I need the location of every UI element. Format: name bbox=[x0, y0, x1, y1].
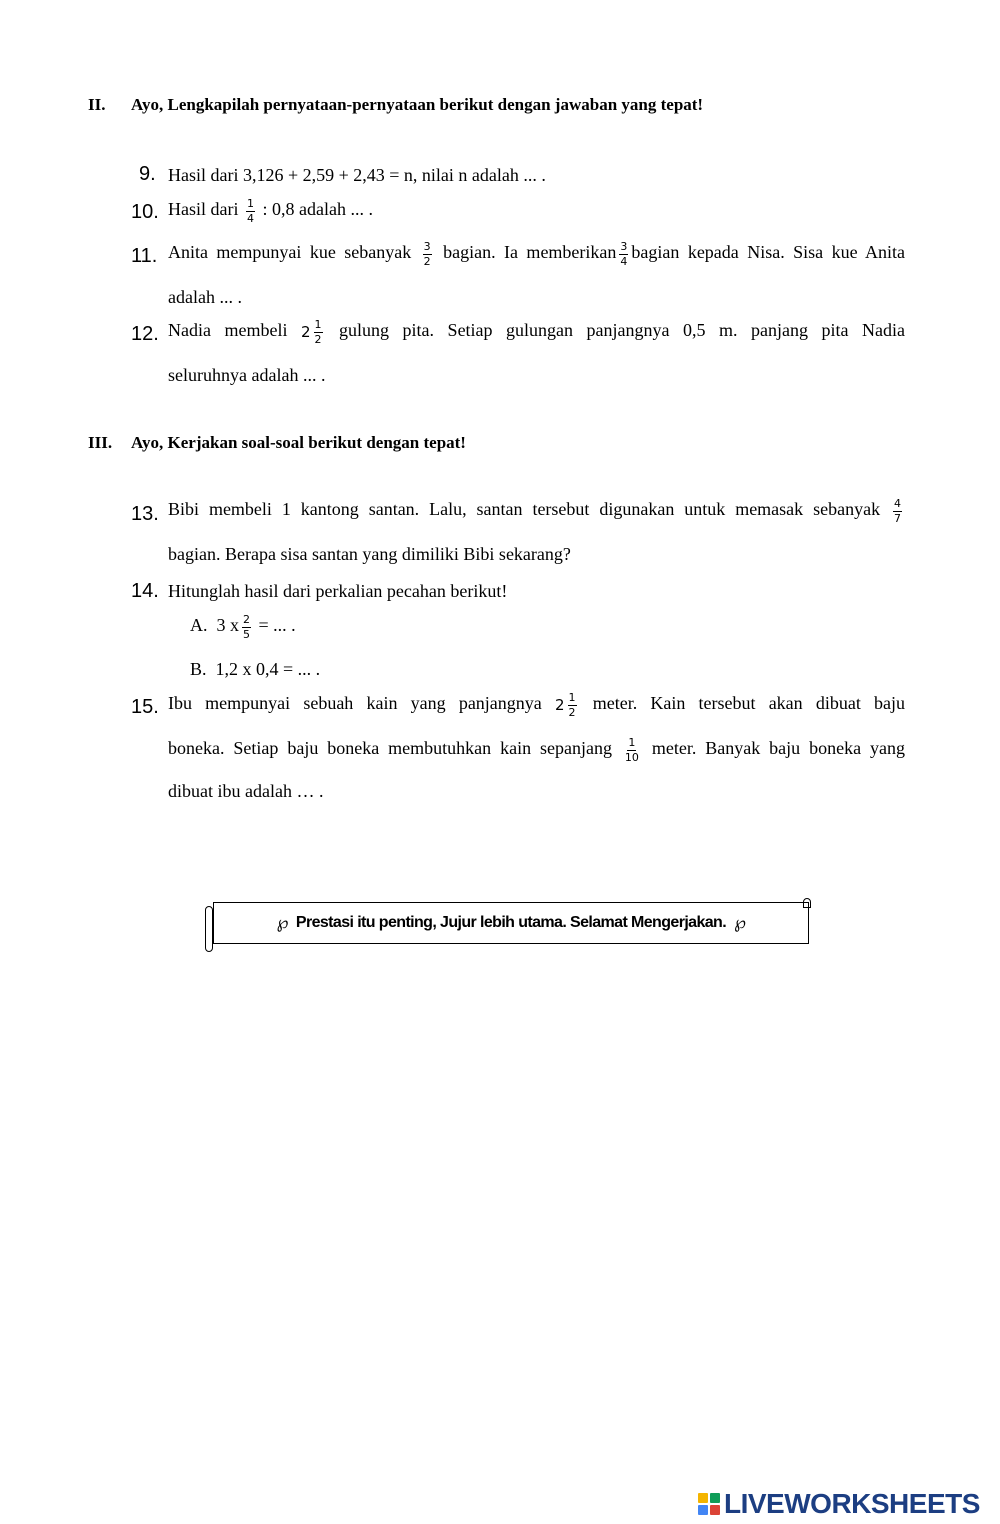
question-13-line-2: bagian. Berapa sisa santan yang dimiliki Bibi sekarang? bbox=[168, 544, 571, 564]
question-14-text: Hitunglah hasil dari perkalian pecahan berikut! bbox=[168, 581, 508, 601]
fraction-denominator: 2 bbox=[314, 332, 322, 346]
question-15-line-2 bbox=[168, 737, 905, 763]
question-9-text: Hasil dari 3,126 + 2,59 + 2,43 = n, nilai n adalah ... . bbox=[168, 165, 546, 185]
logo-square bbox=[698, 1493, 708, 1503]
liveworksheets-logo bbox=[698, 1488, 980, 1520]
logo-text: LIVEWORKSHEETS bbox=[724, 1488, 980, 1519]
question-14-number: 14. bbox=[131, 580, 159, 602]
fraction-numerator: 1 bbox=[628, 736, 636, 749]
mixed-number bbox=[554, 691, 580, 719]
scroll-left-curl bbox=[205, 906, 213, 952]
q11-part-a: Anita mempunyai kue sebanyak bbox=[168, 242, 412, 263]
section-3-number: III. bbox=[88, 433, 113, 452]
fraction-denominator: 7 bbox=[894, 511, 902, 525]
fraction-denominator: 4 bbox=[620, 254, 628, 268]
fraction-numerator: 4 bbox=[894, 497, 902, 510]
question-12-number: 12. bbox=[131, 323, 159, 345]
fraction bbox=[624, 737, 640, 763]
fraction bbox=[246, 198, 255, 224]
q11-part-c: bagian kepada Nisa. Sisa kue Anita bbox=[631, 242, 906, 263]
fraction-numerator: 3 bbox=[423, 240, 431, 253]
fraction-denominator: 10 bbox=[624, 750, 639, 764]
question-13-number: 13. bbox=[131, 503, 159, 525]
banner-text: Prestasi itu penting, Jujur lebih utama. Selamat Mengerjakan. bbox=[295, 914, 727, 931]
fraction-numerator: 1 bbox=[568, 691, 576, 704]
fraction-denominator: 5 bbox=[243, 627, 250, 641]
section-3-title: Ayo, Kerjakan soal-soal berikut dengan tepat! bbox=[131, 433, 466, 452]
fraction-denominator: 2 bbox=[568, 705, 576, 719]
fraction bbox=[314, 319, 323, 345]
q10-pre: Hasil dari bbox=[168, 199, 239, 220]
question-11-number: 11. bbox=[131, 245, 158, 267]
logo-square bbox=[698, 1505, 708, 1515]
q15-part-a: Ibu mempunyai sebuah kain yang panjangnya bbox=[168, 693, 542, 714]
mixed-number-whole: 2 bbox=[554, 696, 565, 715]
question-15-number: 15. bbox=[131, 696, 159, 718]
q15-part-d: meter. Banyak baju boneka yang bbox=[651, 738, 906, 759]
item-b-label: B. bbox=[190, 659, 207, 679]
question-13-line-1 bbox=[168, 498, 905, 524]
question-12-line-1 bbox=[168, 319, 905, 345]
logo-mark-icon bbox=[698, 1493, 720, 1515]
question-14-item-b bbox=[190, 659, 320, 680]
mixed-number bbox=[300, 318, 326, 346]
fraction-numerator: 3 bbox=[620, 240, 628, 253]
q12-part-a: Nadia membeli bbox=[168, 320, 288, 341]
q13-part-a: Bibi membeli 1 kantong santan. Lalu, santan tersebut digunakan untuk memasak sebanyak bbox=[168, 499, 881, 520]
fraction-denominator: 4 bbox=[246, 211, 254, 225]
question-11-line-2: adalah ... . bbox=[168, 287, 242, 307]
fraction-numerator: 1 bbox=[246, 197, 254, 210]
fraction-numerator: 1 bbox=[314, 318, 322, 331]
section-2-title: Ayo, Lengkapilah pernyataan-pernyataan berikut dengan jawaban yang tepat! bbox=[131, 95, 704, 114]
item-a-label: A. bbox=[190, 615, 208, 636]
question-14-item-a bbox=[190, 614, 296, 640]
q11-part-b: bagian. Ia memberikan bbox=[443, 242, 617, 263]
mixed-number-whole: 2 bbox=[300, 323, 311, 342]
question-10-number: 10. bbox=[131, 201, 159, 223]
item-b-expression: 1,2 x 0,4 = ... . bbox=[215, 659, 321, 679]
logo-square bbox=[710, 1505, 720, 1515]
question-10-text bbox=[168, 198, 373, 224]
fraction bbox=[242, 614, 251, 640]
fraction bbox=[893, 498, 902, 524]
motivation-banner bbox=[213, 902, 809, 944]
question-12-line-2: seluruhnya adalah ... . bbox=[168, 365, 326, 385]
fraction-numerator: 2 bbox=[243, 613, 250, 626]
ornament-icon: ℘ bbox=[734, 913, 746, 933]
question-15-line-1 bbox=[168, 692, 905, 718]
q10-post: : 0,8 adalah ... . bbox=[262, 199, 373, 220]
q15-part-b: meter. Kain tersebut akan dibuat baju bbox=[592, 693, 906, 714]
q12-part-b: gulung pita. Setiap gulungan panjangnya 0,5 m. panjang pita Nadia bbox=[339, 320, 905, 341]
logo-square bbox=[710, 1493, 720, 1503]
section-2-number: II. bbox=[88, 95, 106, 114]
item-a-answer-blank: = ... . bbox=[258, 615, 296, 636]
fraction-denominator: 2 bbox=[423, 254, 431, 268]
question-11-line-1 bbox=[168, 241, 905, 267]
fraction bbox=[568, 692, 577, 718]
q15-part-c: boneka. Setiap baju boneka membutuhkan kain sepanjang bbox=[168, 738, 612, 759]
fraction bbox=[423, 241, 432, 267]
question-9-number: 9. bbox=[139, 163, 156, 185]
ornament-icon: ℘ bbox=[276, 913, 288, 933]
fraction bbox=[619, 241, 628, 267]
question-15-line-3: dibuat ibu adalah … . bbox=[168, 781, 324, 801]
item-a-expression: 3 x bbox=[216, 615, 239, 636]
